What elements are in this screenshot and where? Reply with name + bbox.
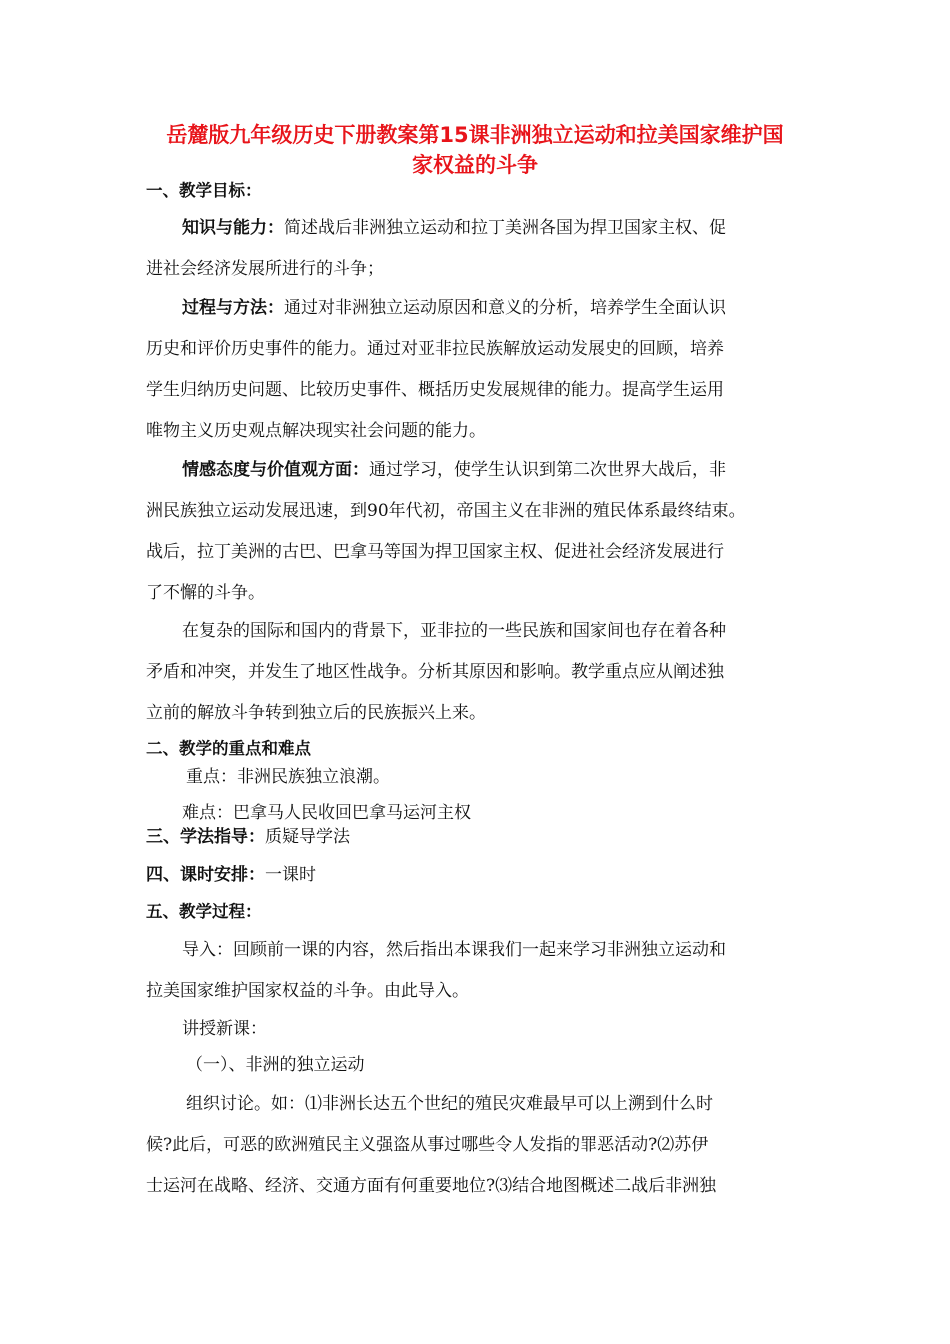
emotion-attitude-line-4: 了不懈的斗争。 [146,583,265,603]
section-4-value: 一课时 [265,865,316,885]
difficult-point: 难点：巴拿马人民收回巴拿马运河主权 [182,803,471,823]
title-line-2: 家权益的斗争 [412,153,538,177]
section-3-heading: 三、学法指导： [146,827,265,847]
section-1-heading: 一、教学目标： [146,181,262,200]
section-4-heading: 四、课时安排： [146,865,265,885]
intro-line-2: 拉美国家维护国家权益的斗争。由此导入。 [146,981,469,1001]
discussion-line-1: 组织讨论。如：⑴非洲长达五个世纪的殖民灾难最早可以上溯到什么时 [186,1094,713,1114]
new-lesson-label: 讲授新课： [182,1019,267,1039]
knowledge-ability-label: 知识与能力： [182,218,284,238]
emotion-attitude-line-1: 情感态度与价值观方面：通过学习，使学生认识到第二次世界大战后，非 [182,460,726,480]
process-method-line-4: 唯物主义历史观点解决现实社会问题的能力。 [146,421,486,441]
process-method-line-3: 学生归纳历史问题、比较历史事件、概括历史发展规律的能力。提高学生运用 [146,380,724,400]
discussion-line-2: 候?此后，可恶的欧洲殖民主义强盗从事过哪些令人发指的罪恶活动?⑵苏伊 [146,1135,709,1155]
section-2-heading: 二、教学的重点和难点 [146,739,311,758]
title-line-1: 岳麓版九年级历史下册教案第15课非洲独立运动和拉美国家维护国 [166,123,784,147]
emotion-attitude-line-2: 洲民族独立运动发展迅速，到90年代初，帝国主义在非洲的殖民体系最终结束。 [146,501,746,521]
process-method-label: 过程与方法： [182,298,284,318]
context-line-3: 立前的解放斗争转到独立后的民族振兴上来。 [146,703,486,723]
process-method-line-2: 历史和评价历史事件的能力。通过对亚非拉民族解放运动发展史的回顾，培养 [146,339,724,359]
process-method-line-1: 过程与方法：通过对非洲独立运动原因和意义的分析，培养学生全面认识 [182,298,726,318]
context-line-2: 矛盾和冲突，并发生了地区性战争。分析其原因和影响。教学重点应从阐述独 [146,662,724,682]
key-point: 重点：非洲民族独立浪潮。 [186,767,390,787]
section-5-heading: 五、教学过程： [146,902,262,921]
intro-line-1: 导入：回顾前一课的内容，然后指出本课我们一起来学习非洲独立运动和 [182,940,726,960]
context-line-1: 在复杂的国际和国内的背景下，亚非拉的一些民族和国家间也存在着各种 [182,621,726,641]
section-3-value: 质疑导学法 [265,827,350,847]
discussion-line-3: 士运河在战略、经济、交通方面有何重要地位?⑶结合地图概述二战后非洲独 [146,1176,717,1196]
section-3-line [146,822,826,847]
subsection-1-heading: （一）、非洲的独立运动 [186,1055,365,1075]
emotion-attitude-line-3: 战后，拉丁美洲的古巴、巴拿马等国为捍卫国家主权、促进社会经济发展进行 [146,542,724,562]
section-4-line [146,860,826,885]
document-title [130,120,820,180]
knowledge-ability-line-2: 进社会经济发展所进行的斗争； [146,259,384,279]
knowledge-ability-line-1: 知识与能力：简述战后非洲独立运动和拉丁美洲各国为捍卫国家主权、促 [182,218,726,238]
emotion-attitude-label: 情感态度与价值观方面： [182,460,369,480]
